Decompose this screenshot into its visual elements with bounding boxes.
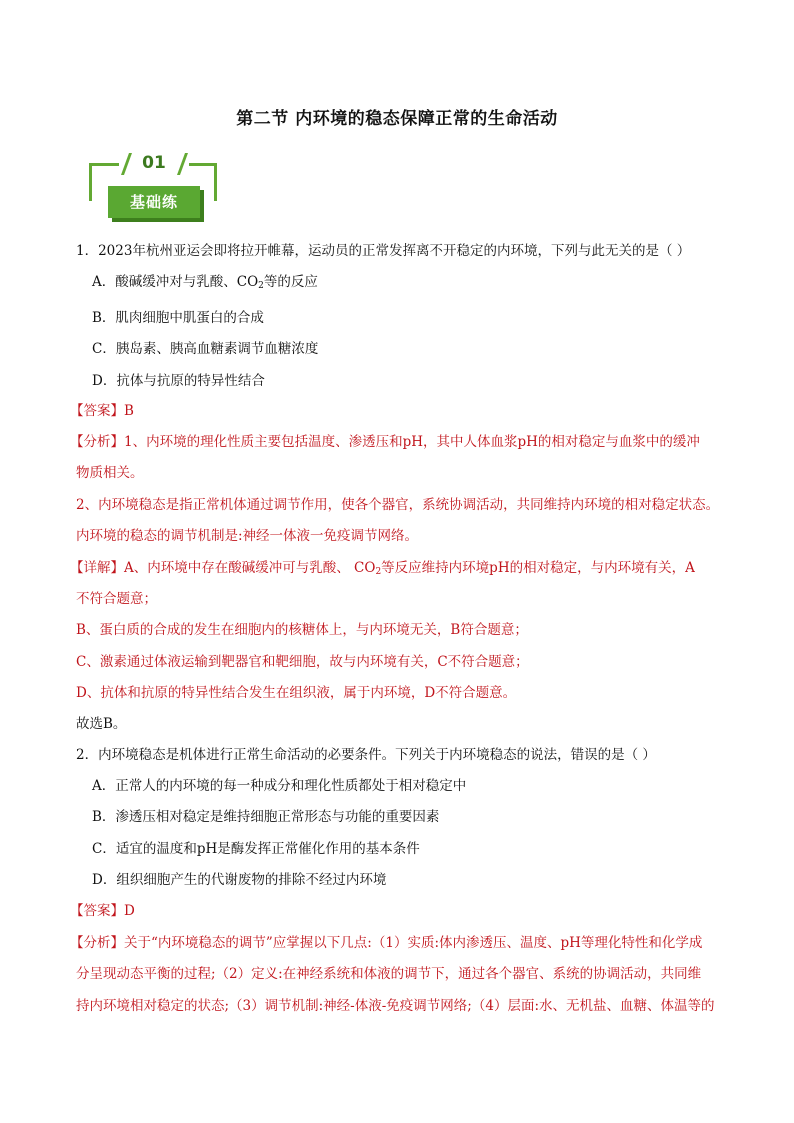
q2-answer bbox=[70, 901, 750, 921]
q2-option-b: B．渗透压相对稳定是维持细胞正常形态与功能的重要因素 bbox=[92, 809, 440, 825]
q1-detail-line-2: 不符合题意； bbox=[76, 591, 157, 607]
q2-option-a: A．正常人的内环境的每一种成分和理化性质都处于相对稳定中 bbox=[92, 778, 467, 794]
q1-option-d: D．抗体与抗原的特异性结合 bbox=[92, 373, 265, 389]
q1-option-a-text: A．酸碱缓冲对与乳酸、CO bbox=[92, 274, 259, 290]
q1-option-c: C．胰岛素、胰高血糖素调节血糖浓度 bbox=[92, 341, 319, 357]
q1-option-a bbox=[92, 272, 772, 296]
q1-detail-line-4: C、激素通过体液运输到靶器官和靶细胞，故与内环境有关，C不符合题意； bbox=[76, 654, 529, 670]
q1-detail-sub: 2 bbox=[375, 567, 382, 577]
q1-analysis-line-2: 物质相关。 bbox=[76, 465, 144, 481]
q1-option-a-sub: 2 bbox=[258, 281, 264, 291]
q2-stem: 2．内环境稳态是机体进行正常生命活动的必要条件。下列关于内环境稳态的说法，错误的是（ ） bbox=[76, 747, 656, 763]
q1-answer-tag: 【答案】 bbox=[70, 403, 124, 419]
page-title: 第二节 内环境的稳态保障正常的生命活动 bbox=[236, 109, 558, 129]
q1-option-b: B．肌肉细胞中肌蛋白的合成 bbox=[92, 310, 264, 326]
q1-detail-text-1: A、内环境中存在酸碱缓冲可与乳酸、 CO bbox=[124, 560, 376, 576]
q1-detail-line-1 bbox=[70, 558, 750, 582]
q1-detail-tag: 【详解】 bbox=[70, 560, 124, 576]
section-badge bbox=[89, 151, 221, 223]
q2-analysis-text-1: 关于“内环境稳态的调节”应掌握以下几点:（1）实质:体内渗透压、温度、pH等理化特性和化学成 bbox=[124, 935, 703, 951]
q1-option-a-post: 等的反应 bbox=[263, 274, 318, 290]
q2-answer-tag: 【答案】 bbox=[70, 903, 124, 919]
badge-number: 01 bbox=[142, 153, 166, 173]
q2-answer-value: D bbox=[124, 903, 135, 919]
q1-answer bbox=[70, 401, 750, 421]
q2-option-c: C．适宜的温度和pH是酶发挥正常催化作用的基本条件 bbox=[92, 841, 420, 857]
q1-conclusion: 故选B。 bbox=[76, 716, 127, 732]
q1-analysis-line-1 bbox=[70, 432, 750, 452]
q1-stem: 1．2023年杭州亚运会即将拉开帷幕，运动员的正常发挥离不开稳定的内环境，下列与此无关的是（ ） bbox=[76, 243, 691, 259]
q2-option-d: D．组织细胞产生的代谢废物的排除不经过内环境 bbox=[92, 872, 387, 888]
q2-analysis-tag: 【分析】 bbox=[70, 935, 124, 951]
q1-answer-value: B bbox=[124, 403, 134, 419]
q1-detail-text-1b: 等反应维持内环境pH的相对稳定，与内环境有关，A bbox=[381, 560, 695, 576]
q2-analysis-line-2: 分呈现动态平衡的过程;（2）定义:在神经系统和体液的调节下，通过各个器官、系统的协调活动，共同维 bbox=[76, 966, 702, 982]
q1-analysis-text-1: 1、内环境的理化性质主要包括温度、渗透压和pH，其中人体血浆pH的相对稳定与血浆中的缓冲 bbox=[124, 434, 700, 450]
badge-label: 基础练 bbox=[108, 186, 200, 218]
q2-analysis-line-3: 持内环境相对稳定的状态;（3）调节机制:神经-体液-免疫调节网络;（4）层面:水、无机盐、血糖、体温等的 bbox=[76, 998, 715, 1014]
q1-detail-line-3: B、蛋白质的合成的发生在细胞内的核糖体上，与内环境无关，B符合题意； bbox=[76, 622, 528, 638]
q2-analysis-line-1 bbox=[70, 933, 750, 953]
q1-detail-line-5: D、抗体和抗原的特异性结合发生在组织液，属于内环境，D不符合题意。 bbox=[76, 685, 517, 701]
q1-analysis-line-3: 2、内环境稳态是指正常机体通过调节作用，使各个器官，系统协调活动，共同维持内环境的相对稳定状态。 bbox=[76, 497, 720, 513]
q1-analysis-tag: 【分析】 bbox=[70, 434, 124, 450]
q1-analysis-line-4: 内环境的稳态的调节机制是:神经一体液一免疫调节网络。 bbox=[76, 528, 419, 544]
